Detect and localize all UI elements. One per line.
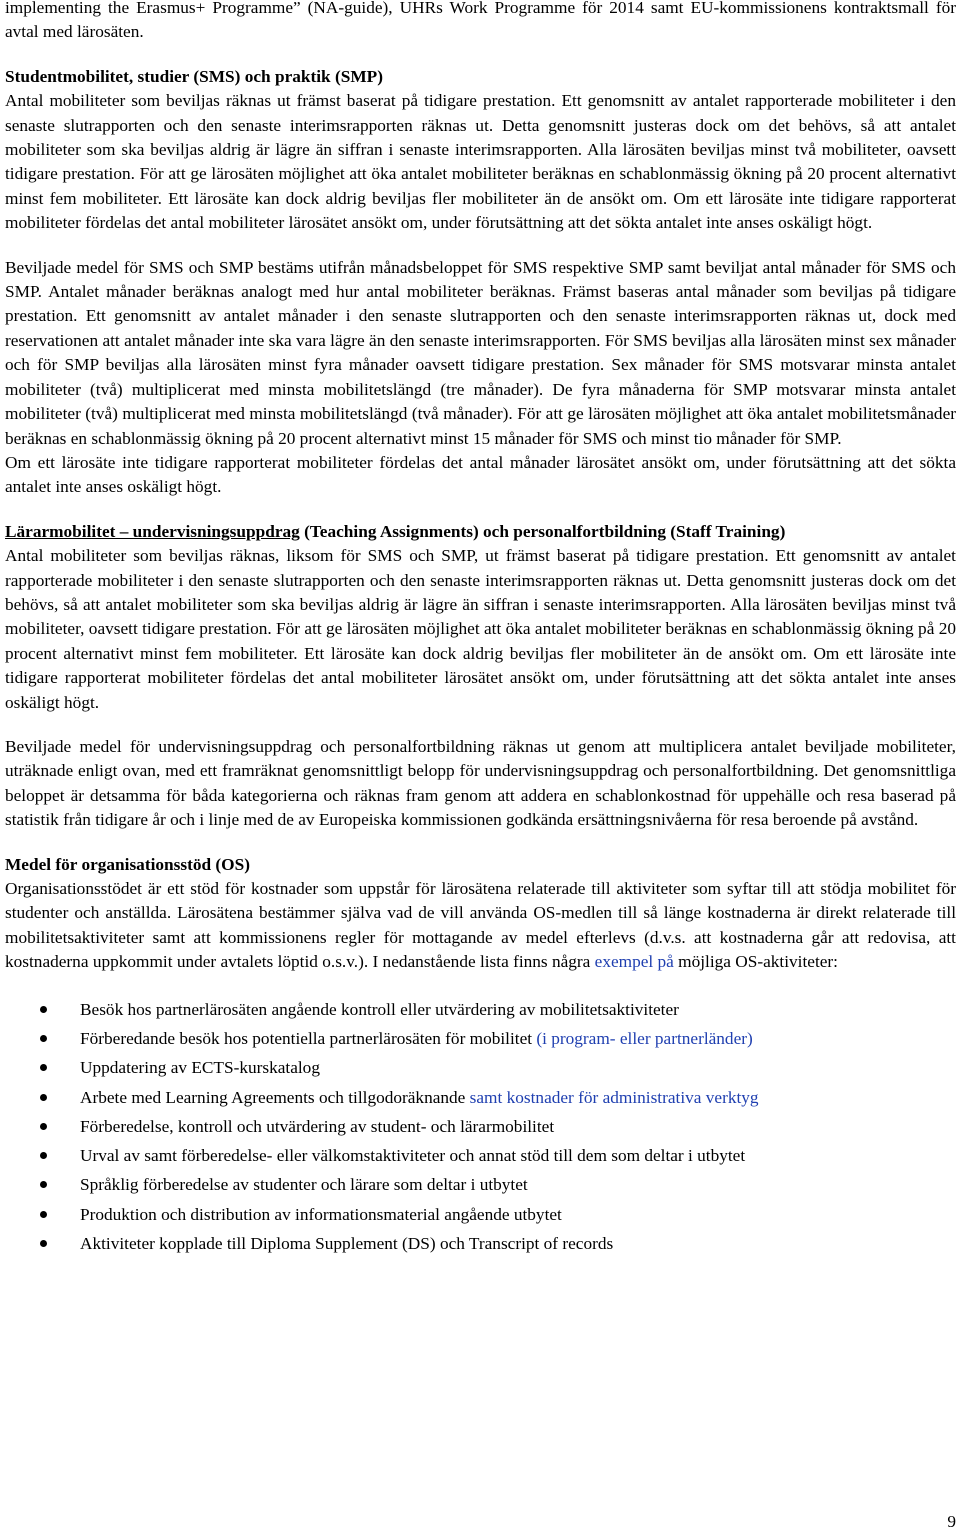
list-item (5, 1200, 956, 1229)
bullet-icon (40, 1123, 47, 1130)
list-item (5, 1083, 956, 1112)
document-page (5, 0, 956, 1258)
list-item (5, 995, 956, 1024)
heading-staff-rest: (Teaching Assignments) och personalfortbildning (Staff Training) (299, 521, 786, 541)
list-item-highlight: samt kostnader för administrativa verktyg (469, 1087, 759, 1107)
list-item-text: Uppdatering av ECTS-kurskatalog (80, 1058, 320, 1078)
spacer (5, 975, 956, 995)
os-paragraph-1 (5, 877, 956, 975)
list-item-text: Språklig förberedelse av studenter och lärare som deltar i utbytet (80, 1175, 528, 1195)
bullet-icon (40, 1240, 47, 1247)
spacer (5, 715, 956, 735)
spacer (5, 833, 956, 853)
sms-smp-paragraph-3: Om ett lärosäte inte tidigare rapporterat mobiliteter fördelas det antal månader lärosätet ansökt om, under förutsättning att det sökta antalet inte anses oskäligt högt. (5, 452, 956, 497)
os-activity-list (5, 995, 956, 1259)
list-item (5, 1141, 956, 1170)
intro-paragraph: implementing the Erasmus+ Programme” (NA-guide), UHRs Work Programme för 2014 samt EU-kommissionens kontraktsmall för avtal med lärosäten. (5, 0, 956, 42)
bullet-icon (40, 1152, 47, 1159)
sms-smp-paragraph-1: Antal mobiliteter som beviljas räknas ut främst baserat på tidigare prestation. Ett genomsnitt av antalet rapporterade mobiliteter i den senaste slutrapporten och den senaste interimsrapporten räknas ut. Detta genomsnitt justeras dock om det behövs, så att antalet mobiliteter som ska beviljas aldrig är lägre än siffran i senaste interimsrapporten. Alla lärosäten beviljas minst två mobiliteter, oavsett tidigare prestation. För att ge lärosäten möjlighet att öka antalet mobiliteter beräknas en schablonmässig ökning på 20 procent alternativt minst fem mobiliteter. Ett lärosäte kan dock aldrig beviljas fler mobiliteter än de ansökt om. Om ett lärosäte inte tidigare rapporterat mobiliteter fördelas det antal mobiliteter lärosätet ansökt om, under förutsättning att det sökta antalet inte anses oskäligt högt. (5, 91, 956, 233)
bullet-icon (40, 1035, 47, 1042)
bullet-icon (40, 1181, 47, 1188)
heading-staff-underlined: Lärarmobilitet – undervisningsuppdrag (5, 521, 300, 541)
list-item-text: Urval av samt förberedelse- eller välkomstaktiviteter och annat stöd till dem som deltar i utbytet (80, 1146, 746, 1166)
heading-os: Medel för organisationsstöd (OS) (5, 854, 250, 874)
spacer (5, 500, 956, 520)
list-item-text: Arbete med Learning Agreements och tillgodoräknande (80, 1087, 470, 1107)
staff-paragraph-1: Antal mobiliteter som beviljas räknas, liksom för SMS och SMP, ut främst baserat på tidigare prestation. Ett genomsnitt av antalet rapporterade mobiliteter i den senaste slutrapporten och den senaste interimsrapporten räknas ut. Detta genomsnitt justeras dock om det behövs, så att antalet mobiliteter som ska beviljas aldrig är lägre än siffran i senaste interimsrapporten. Alla lärosäten beviljas minst två mobiliteter, oavsett tidigare prestation. För att ge lärosäten möjlighet att öka antalet mobiliteter beräknas en schablonmässig ökning på 20 procent alternativt minst fem mobiliteter. Ett lärosäte kan dock aldrig beviljas fler mobiliteter än de ansökt om. Om ett lärosäte inte tidigare rapporterat mobiliteter fördelas det antal mobiliteter lärosätet ansökt om, under förutsättning att det sökta antalet inte anses oskäligt högt. (5, 546, 956, 712)
list-item-text: Besök hos partnerlärosäten angående kontroll eller utvärdering av mobilitetsaktiviteter (80, 999, 679, 1019)
list-item-highlight: (i program- eller partnerländer) (536, 1028, 753, 1048)
heading-staff-mobility (5, 520, 956, 544)
list-item-text: Förberedelse, kontroll och utvärdering av student- och lärarmobilitet (80, 1116, 555, 1136)
list-item (5, 1112, 956, 1141)
bullet-icon (40, 1006, 47, 1013)
list-item (5, 1170, 956, 1199)
spacer (5, 236, 956, 256)
list-item-text: Aktiviteter kopplade till Diploma Supplement (DS) och Transcript of records (80, 1234, 614, 1253)
page-number: 9 (947, 1512, 956, 1531)
bullet-icon (40, 1064, 47, 1071)
os-paragraph-highlight: exempel på (594, 952, 674, 972)
os-paragraph-text: Organisationsstödet är ett stöd för kostnader som uppstår för lärosätena relaterade till aktiviteter som syftar till att stödja mobilitet för studenter och anställda. Lärosätena bestämmer själva vad de vill använda OS-medlen till så länge kostnaderna är direkt relaterade till mobilitetsaktiviteter samt att kommissionens regler för mottagande av medel efterlevs (d.v.s. att kostnaderna går att redovisa, att kostnaderna uppkommit under avtalets löptid o.s.v.). I nedanstående lista finns några (5, 879, 956, 972)
bullet-icon (40, 1094, 47, 1101)
bullet-icon (40, 1211, 47, 1218)
list-item-text: Förberedande besök hos potentiella partnerlärosäten för mobilitet (80, 1028, 537, 1048)
list-item-text: Produktion och distribution av informationsmaterial angående utbytet (80, 1204, 562, 1224)
spacer (5, 45, 956, 65)
list-item (5, 1229, 956, 1258)
staff-paragraph-2: Beviljade medel för undervisningsuppdrag och personalfortbildning räknas ut genom att multiplicera antalet beviljade mobiliteter, uträknade enligt ovan, med ett framräknat genomsnittligt belopp för undervisningsuppdrag och personalfortbildning. Det genomsnittliga beloppet är detsamma för båda kategorierna och räknas fram genom att addera en schablonkostnad för uppehälle och resa baserad på statistik från tidigare år och i linje med de av Europeiska kommissionen godkända ersättningsnivåerna för resa beroende på avstånd. (5, 736, 956, 830)
sms-smp-paragraph-2: Beviljade medel för SMS och SMP bestäms utifrån månadsbeloppet för SMS respektive SMP samt beviljat antal månader för SMS och SMP. Antalet månader beräknas analogt med hur antal mobiliteter beräknas. Främst baseras antal månader som beviljas på tidigare prestation. Ett genomsnitt av antalet månader i den senaste slutrapporten och den senaste interimsrapporten räknas ut, dock med reservationen att antalet månader inte ska vara lägre än den senaste interimsrapporten. För SMS beviljas alla lärosäten minst sex månader och för SMP beviljas alla lärosäten minst fyra månader oavsett tidigare prestation. Sex månader för SMS motsvarar minsta antalet mobiliteter (två) multiplicerat med minsta mobilitetslängd (tre månader). De fyra månaderna för SMP motsvarar minsta antalet mobiliteter (två) multiplicerat med minsta mobilitetslängd (två månader). För att ge lärosäten möjlighet att öka antalet mobilitetsmånader beräknas en schablonmässig ökning på 20 procent alternativt minst 15 månader för SMS och minst tio månader för SMP. (5, 257, 956, 448)
heading-sms-smp: Studentmobilitet, studier (SMS) och praktik (SMP) (5, 66, 383, 86)
list-item (5, 1053, 956, 1082)
os-paragraph-end: möjliga OS-aktiviteter: (673, 952, 838, 972)
list-item (5, 1024, 956, 1053)
